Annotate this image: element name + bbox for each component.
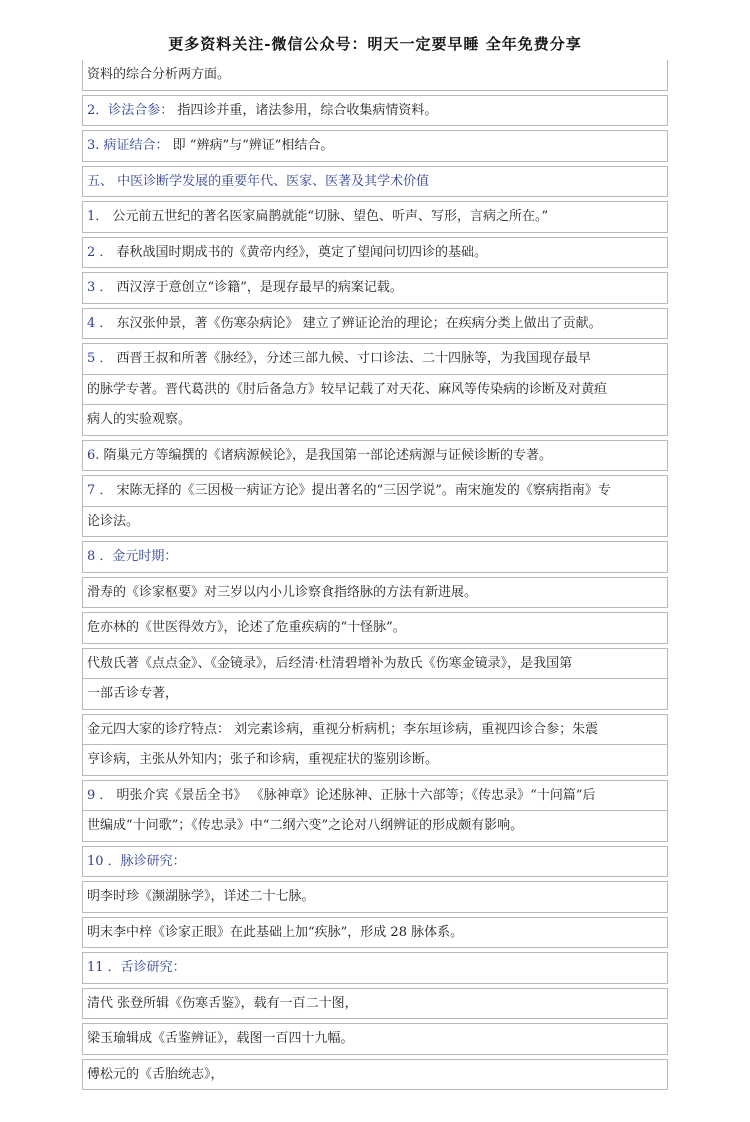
item-number: 11 ．舌诊研究： xyxy=(87,960,186,975)
row-text: 金元四大家的诊疗特点： 刘完素诊病，重视分析病机；李东垣诊病，重视四诊合参；朱震 xyxy=(87,721,599,737)
item-number: 8 ．金元时期： xyxy=(87,549,178,564)
row-text: 论诊法。 xyxy=(87,513,140,529)
row-text: 危亦林的《世医得效方》，论述了危重疾病的“十怪脉”。 xyxy=(87,620,406,635)
item-number: 9 ． xyxy=(87,787,117,803)
text-row xyxy=(82,745,668,776)
row-text: 滑寿的《诊家枢要》对三岁以内小儿诊察食指络脉的方法有新进展。 xyxy=(87,584,478,600)
row-text: 春秋战国时期成书的《黄帝内经》，奠定了望闻问切四诊的基础。 xyxy=(116,244,488,260)
text-row xyxy=(82,780,668,812)
text-row xyxy=(82,648,668,680)
row-text: 病人的实验观察。 xyxy=(87,412,192,427)
text-row xyxy=(82,272,668,304)
row-text: 隋巢元方等编撰的《诸病源候论》，是我国第一部论述病源与证候诊断的专著。 xyxy=(103,447,553,463)
row-text: 指四诊并重，诸法参用，综合收集病情资料。 xyxy=(177,102,438,118)
row-text: 东汉张仲景，著《伤寒杂病论》 建立了辨证论治的理论；在疾病分类上做出了贡献。 xyxy=(116,315,602,331)
row-text: 宋陈无择的《三因极一病证方论》提出著名的“三因学说”。南宋施发的《察病指南》专 xyxy=(116,483,611,498)
text-row xyxy=(82,308,668,340)
row-text: 亨诊病，主张从外知内；张子和诊病，重视症状的鉴别诊断。 xyxy=(87,752,439,767)
row-text: 傅松元的《舌胎统志》， xyxy=(87,1066,224,1082)
text-row xyxy=(82,201,668,233)
text-row xyxy=(82,475,668,507)
text-row xyxy=(82,881,668,913)
row-text: 公元前五世纪的著名医家扁鹊就能“切脉、望色、听声、写形，言病之所在。” xyxy=(112,209,549,224)
item-number: 3 ． xyxy=(87,280,117,295)
text-row xyxy=(82,95,668,127)
item-number: 4 ． xyxy=(87,315,117,331)
text-row xyxy=(82,237,668,269)
row-text: 清代 张登所辑《伤寒舌鉴》，载有一百二十图， xyxy=(87,995,358,1011)
row-text: 明李时珍《濒湖脉学》，详述二十七脉。 xyxy=(87,889,315,904)
row-text: 一部舌诊专著， xyxy=(87,686,179,701)
text-row xyxy=(82,130,668,162)
text-row xyxy=(82,375,668,406)
item-number: 6. xyxy=(87,447,104,463)
content-rows xyxy=(82,60,668,1090)
item-number: 1． xyxy=(87,209,113,224)
row-text: 明张介宾《景岳全书》 《脉神章》论述脉神、正脉十六部等；《传忠录》“十问篇”后 xyxy=(116,787,596,803)
item-number: 10 ．脉诊研究： xyxy=(87,853,186,869)
item-number: 2 ． xyxy=(87,244,117,260)
text-row xyxy=(82,577,668,609)
text-row xyxy=(82,811,668,842)
text-row xyxy=(82,679,668,710)
row-text: 资料的综合分析两方面。 xyxy=(87,67,231,82)
row-text: 西汉淳于意创立“诊籍”，是现存最早的病案记载。 xyxy=(116,280,403,295)
text-row xyxy=(82,60,668,91)
row-text: 梁玉瑜辑成《舌鉴辨证》，载图一百四十九幅。 xyxy=(87,1031,354,1046)
text-row xyxy=(82,917,668,949)
item-number: 2．诊法合参： xyxy=(87,102,178,118)
text-row xyxy=(82,440,668,472)
row-text: 西晋王叔和所著《脉经》，分述三部九候、寸口诊法、二十四脉等，为我国现存最早 xyxy=(116,351,592,366)
page-header: 更多资料关注-微信公众号：明天一定要早睡 全年免费分享 xyxy=(168,35,582,53)
row-text: 五、 中医诊断学发展的重要年代、医家、医著及其学术价值 xyxy=(87,173,430,189)
text-row xyxy=(82,988,668,1020)
row-text: 明末李中梓《诊家正眼》在此基础上加“疾脉”，形成 28 脉体系。 xyxy=(87,924,464,940)
text-row xyxy=(82,541,668,573)
text-row xyxy=(82,507,668,538)
text-row xyxy=(82,166,668,198)
text-row xyxy=(82,846,668,878)
item-number: 3. 病证结合： xyxy=(87,138,173,153)
text-row xyxy=(82,1023,668,1055)
text-row xyxy=(82,714,668,746)
item-number: 5 ． xyxy=(87,351,117,366)
text-row xyxy=(82,1059,668,1091)
text-row xyxy=(82,405,668,436)
item-number: 7 ． xyxy=(87,483,117,498)
text-row xyxy=(82,952,668,984)
row-text: 即 “辨病”与“辨证”相结合。 xyxy=(172,138,334,153)
row-text: 世编成“十问歌”；《传忠录》中“二纲六变”之论对八纲辨证的形成颇有影响。 xyxy=(87,818,524,833)
text-row xyxy=(82,343,668,375)
row-text: 代敖氏著《点点金》、《金镜录》，后经清·杜清碧增补为敖氏《伤寒金镜录》，是我国第 xyxy=(87,655,573,671)
text-row xyxy=(82,612,668,644)
row-text: 的脉学专著。晋代葛洪的《肘后备急方》较早记载了对天花、麻风等传染病的诊断及对黄疸 xyxy=(87,381,608,397)
